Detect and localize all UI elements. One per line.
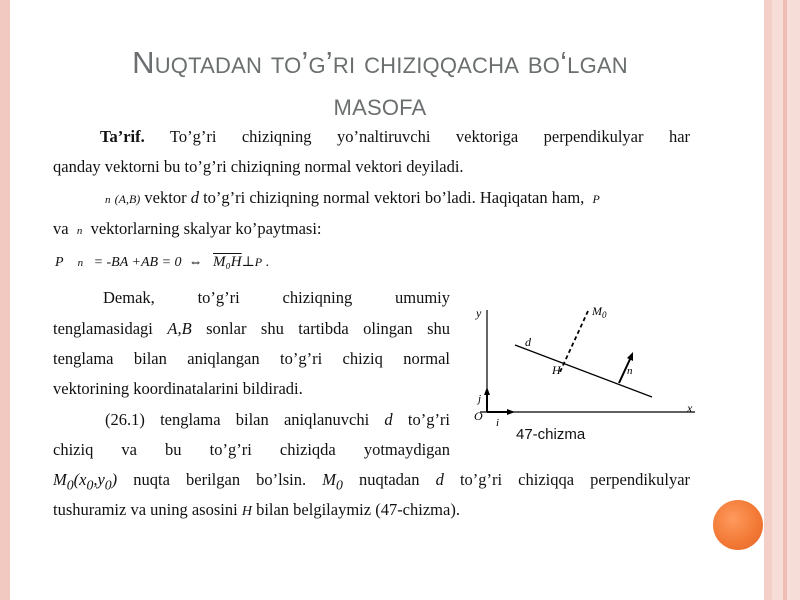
m0-label-letter: M <box>592 304 602 318</box>
n-vector-symbol-2: n <box>76 225 83 237</box>
conclusion-line-4: vektorining koordinatalarini bildiradi. <box>53 379 303 398</box>
line-d-symbol-3: d <box>435 470 444 489</box>
text-nuqta-berilgan: nuqta berilgan bo’lsin. <box>133 470 307 489</box>
text-sonlar: sonlar shu tartibda olingan shu <box>206 319 451 338</box>
text-scalar-product: vektorlarning skalyar ko’paytmasi: <box>90 219 322 238</box>
origin-label: O <box>474 409 483 423</box>
m0-symbol: M <box>53 470 67 489</box>
line-d-symbol-2: d <box>384 410 393 429</box>
formula-m0h: M₀H <box>213 254 242 270</box>
n-label: n <box>627 365 633 377</box>
h-symbol: H <box>241 504 252 519</box>
m0-subscript: 0 <box>66 477 74 493</box>
h-label: H <box>552 363 561 377</box>
figure-47 <box>470 300 710 435</box>
j-label: j <box>478 393 482 405</box>
formula-iff: ⇔ <box>188 255 203 270</box>
title-line-1: Nuqtadan to’g’ri chiziqqacha bo‘lgan <box>132 45 628 80</box>
decor-orange-circle <box>713 500 763 550</box>
coords-open: (x <box>73 470 87 489</box>
ab-symbols: A,B <box>167 319 192 338</box>
setup-line-4 <box>53 500 460 522</box>
definition-text: To’g’ri chiziqning yo’naltiruvchi vektoriga perpendikulyar har <box>169 127 691 146</box>
right-decor-stripe <box>764 0 772 600</box>
x-label: x <box>687 401 693 415</box>
definition-line-2: qanday vektorni bu to’g’ri chiziqning normal vektori deyiladi. <box>53 157 464 176</box>
text-vektor: vektor <box>144 188 187 207</box>
definition-line-1 <box>100 127 690 147</box>
conclusion-line-2 <box>53 319 450 339</box>
normal-vector-line-1 <box>105 188 600 210</box>
setup-line-2: chiziq va bu to’g’ri chiziqda yotmaydigan <box>53 440 450 459</box>
formula-perp: ⊥ <box>241 255 255 270</box>
ab-coords: (A,B) <box>114 192 141 206</box>
p-vector-symbol: P <box>592 192 600 206</box>
figure-svg <box>470 300 710 430</box>
y-label: y <box>476 306 482 320</box>
text-belgilaymiz: bilan belgilaymiz (47-chizma). <box>256 500 460 519</box>
y0-subscript: 0 <box>104 477 112 493</box>
slide-title <box>60 42 700 126</box>
formula-p2: P <box>254 255 263 269</box>
text-togri: to’g’ri <box>407 410 451 429</box>
definition-label: Ta’rif. <box>100 127 145 146</box>
i-arrowhead <box>507 409 515 415</box>
line-d-symbol: d <box>190 188 199 207</box>
perpendicular-m0h <box>560 311 588 372</box>
formula-p: P <box>55 255 64 270</box>
m0-subscript-2: 0 <box>336 477 343 493</box>
x0-subscript: 0 <box>86 477 94 493</box>
j-arrowhead <box>484 387 490 395</box>
title-line-2: masofa <box>333 87 427 122</box>
text-nuqtadan: nuqtadan <box>358 470 420 489</box>
figure-caption: 47-chizma <box>516 426 586 443</box>
formula-n: n <box>77 257 84 269</box>
setup-line-1 <box>105 410 450 430</box>
normal-vector-line-2 <box>53 219 322 241</box>
conclusion-line-1: Demak, to’g’ri chiziqning umumiy <box>103 288 450 307</box>
left-decor-stripe <box>0 0 10 600</box>
formula-expression: = -BA +AB = 0 <box>93 255 182 270</box>
m0-symbol-2: M <box>322 470 336 489</box>
text-tushuramiz: tushuramiz va uning asosini <box>53 500 238 519</box>
formula-dot: . <box>265 255 270 270</box>
m0-label-sub: 0 <box>602 310 607 320</box>
d-label: d <box>525 335 531 349</box>
text-va: va <box>53 219 69 238</box>
conclusion-line-3: tenglama bilan aniqlangan to’g’ri chiziq normal <box>53 349 450 368</box>
coords-close: ) <box>111 470 118 489</box>
coords-comma: ,y <box>93 470 105 489</box>
n-vector-symbol: n <box>105 194 111 206</box>
right-decor-line <box>783 0 787 600</box>
m0-label <box>591 304 607 320</box>
text-tenglama: (26.1) tenglama bilan aniqlanuvchi <box>105 410 370 429</box>
text-perpendikulyar: to’g’ri chiziqqa perpendikulyar <box>459 470 691 489</box>
text-tenglamasidagi: tenglamasidagi <box>53 319 153 338</box>
i-label: i <box>496 417 500 429</box>
formula-line <box>55 252 269 273</box>
text-normal-vector: to’g’ri chiziqning normal vektori bo’ladi. Haqiqatan ham, <box>203 188 585 207</box>
setup-line-3 <box>53 470 690 495</box>
